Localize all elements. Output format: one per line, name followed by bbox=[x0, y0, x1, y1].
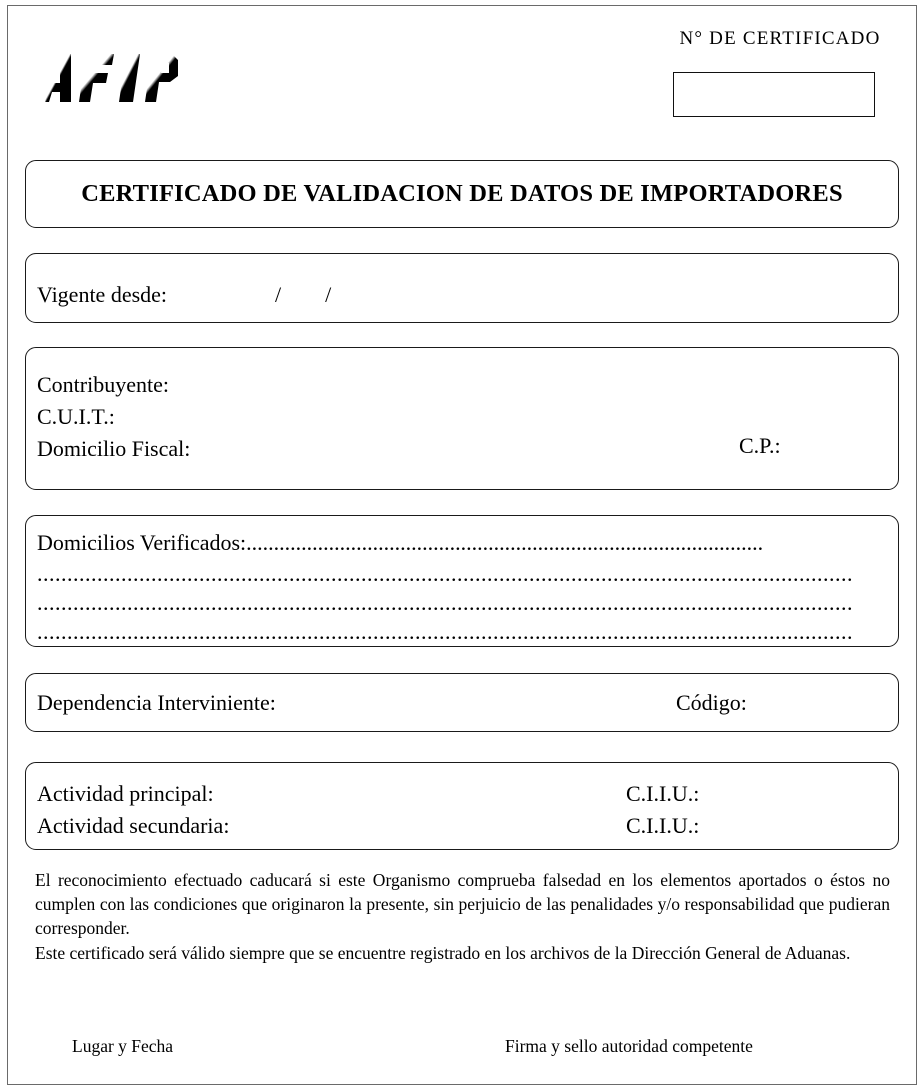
verified-addresses-line-3: ........................................................................................................................................ bbox=[37, 590, 853, 615]
contribuyente-label: Contribuyente: bbox=[37, 372, 169, 397]
effective-date-separator-2: / bbox=[325, 282, 332, 307]
verified-addresses-line-2: ........................................................................................................................................ bbox=[37, 561, 853, 586]
verified-addresses-line-4: ........................................................................................................................................ bbox=[37, 619, 853, 644]
codigo-postal-label: C.P.: bbox=[739, 433, 781, 458]
certificate-number-field[interactable] bbox=[673, 72, 875, 117]
verified-addresses-first-line bbox=[37, 530, 887, 556]
legal-paragraph-2: Este certificado será válido siempre que se encuentre registrado en los archivos de la Dirección General de Aduanas. bbox=[35, 942, 851, 963]
legal-disclaimer bbox=[35, 868, 890, 965]
effective-date-label: Vigente desde: bbox=[37, 282, 168, 307]
verified-addresses-label: Domicilios Verificados: bbox=[37, 530, 247, 555]
taxpayer-fields bbox=[37, 369, 190, 465]
afip-logo-icon bbox=[26, 52, 186, 104]
dependency-box bbox=[25, 673, 899, 732]
legal-paragraph-1: El reconocimiento efectuado caducará si este Organismo comprueba falsedad en los elementos aportados o éstos no cumplen con las condiciones que originaron la presente, sin perjuicio de las penalidades y/o responsabilidad que pudieran corresponder. bbox=[35, 870, 890, 939]
actividad-principal-ciiu-label: C.I.I.U.: bbox=[626, 781, 700, 806]
activity-labels bbox=[37, 778, 229, 842]
dependencia-interviniente-label: Dependencia Interviniente: bbox=[37, 690, 276, 715]
actividad-secundaria-ciiu-label: C.I.I.U.: bbox=[626, 813, 700, 838]
cuit-label: C.U.I.T.: bbox=[37, 404, 115, 429]
firma-y-sello-label: Firma y sello autoridad competente bbox=[505, 1036, 753, 1056]
lugar-y-fecha-label: Lugar y Fecha bbox=[72, 1036, 174, 1056]
actividad-principal-label: Actividad principal: bbox=[37, 781, 214, 806]
document-header bbox=[0, 0, 924, 150]
document-footer bbox=[0, 1036, 924, 1076]
title-box bbox=[25, 160, 899, 228]
actividad-secundaria-label: Actividad secundaria: bbox=[37, 813, 230, 838]
activity-ciiu-labels bbox=[626, 778, 699, 842]
effective-date-box bbox=[25, 253, 899, 323]
certificate-number-label: N° DE CERTIFICADO bbox=[679, 28, 881, 49]
activity-box bbox=[25, 762, 899, 850]
page-title: CERTIFICADO DE VALIDACION DE DATOS DE IMPORTADORES bbox=[81, 180, 843, 207]
verified-addresses-box bbox=[25, 515, 899, 647]
verified-addresses-leader: .............................................................................................. bbox=[246, 530, 764, 555]
effective-date-row bbox=[37, 282, 331, 308]
effective-date-separator-1: / bbox=[275, 282, 282, 307]
taxpayer-box bbox=[25, 347, 899, 490]
dependencia-codigo-label: Código: bbox=[676, 690, 747, 715]
domicilio-fiscal-label: Domicilio Fiscal: bbox=[37, 436, 191, 461]
